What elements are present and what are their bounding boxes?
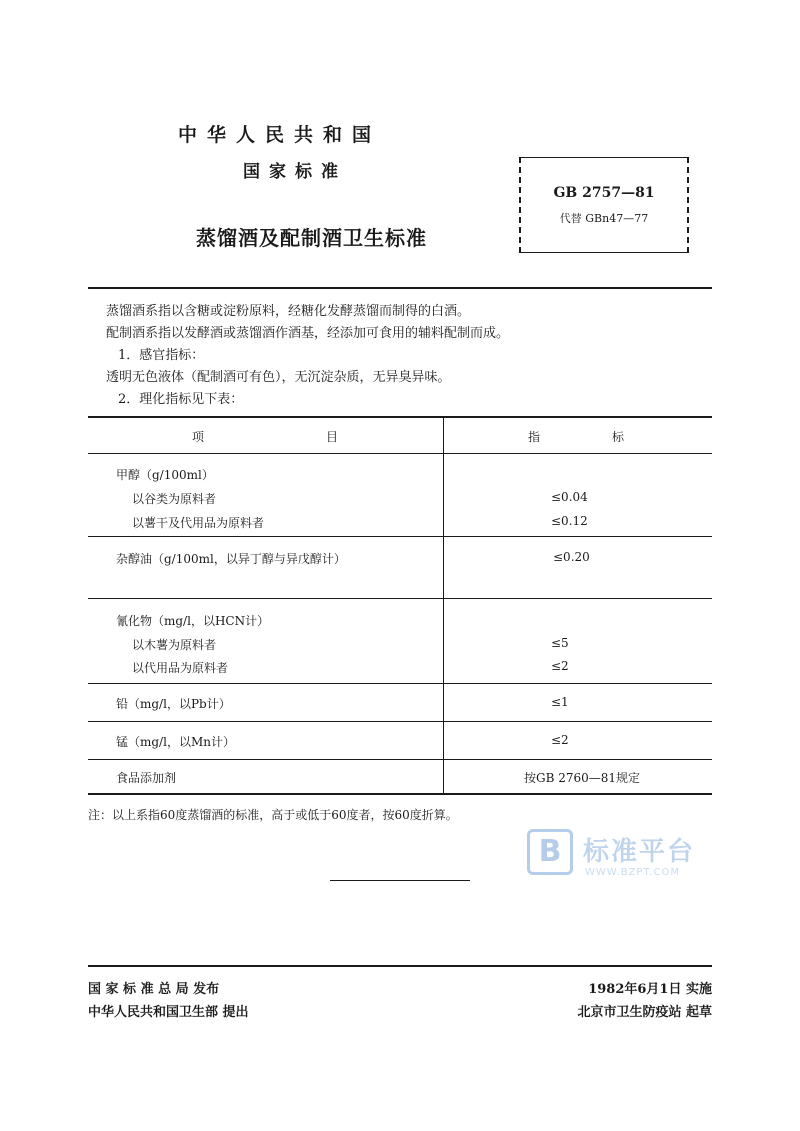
row-methanol-potato-label: 以薯干及代用品为原料者 bbox=[132, 516, 265, 530]
row-cyanide-cassava-value: ≤5 bbox=[551, 636, 569, 650]
row-cyanide-substitute-value: ≤2 bbox=[551, 659, 569, 673]
row-cyanide-label: 氰化物（mg/l，以HCN计） bbox=[116, 614, 270, 628]
row-cyanide-cassava-label: 以木薯为原料者 bbox=[132, 638, 217, 652]
table-row-divider bbox=[88, 683, 712, 684]
section-physicochemical: 2．理化指标见下表： bbox=[118, 392, 244, 407]
watermark-logo-icon: B bbox=[527, 829, 573, 875]
watermark-url: WWW.BZPT.COM bbox=[585, 867, 681, 878]
row-lead-value: ≤1 bbox=[551, 695, 569, 709]
watermark bbox=[527, 829, 722, 885]
table-row-divider bbox=[88, 721, 712, 722]
row-methanol-grain-label: 以谷类为原料者 bbox=[132, 492, 217, 506]
table-column-divider bbox=[443, 416, 444, 794]
standard-type-heading: 国家标准 bbox=[243, 162, 347, 182]
row-fusel-oil-value: ≤0.20 bbox=[553, 550, 590, 564]
row-fusel-oil-label: 杂醇油（g/100ml，以异丁醇与异戊醇计） bbox=[116, 552, 346, 566]
footer-issuer: 国 家 标 准 总 局 发布 bbox=[88, 982, 220, 997]
paragraph-sensory: 透明无色液体（配制酒可有色），无沉淀杂质，无异臭异味。 bbox=[106, 370, 451, 385]
row-methanol-grain-value: ≤0.04 bbox=[551, 490, 588, 504]
document-title: 蒸馏酒及配制酒卫生标准 bbox=[196, 226, 427, 250]
header-value-1: 指 bbox=[528, 430, 541, 444]
paragraph-blended-liquor: 配制酒系指以发酵酒或蒸馏酒作酒基，经添加可食用的辅料配制而成。 bbox=[106, 326, 510, 341]
replaces-code: 代替 GBn47—77 bbox=[559, 212, 649, 225]
row-additive-label: 食品添加剂 bbox=[116, 771, 177, 785]
paragraph-distilled-liquor: 蒸馏酒系指以含糖或淀粉原料，经糖化发酵蒸馏而制得的白酒。 bbox=[106, 304, 471, 319]
header-item-2: 目 bbox=[326, 430, 339, 444]
indicator-table bbox=[88, 416, 712, 794]
row-methanol-potato-value: ≤0.12 bbox=[551, 514, 588, 528]
row-additive-value: 按GB 2760—81规定 bbox=[524, 771, 641, 785]
end-rule bbox=[330, 880, 470, 881]
table-top-border bbox=[88, 416, 712, 418]
header-rule bbox=[88, 287, 712, 289]
watermark-name: 标准平台 bbox=[583, 837, 696, 867]
row-cyanide-substitute-label: 以代用品为原料者 bbox=[132, 661, 229, 675]
section-sensory: 1．感官指标： bbox=[118, 348, 205, 363]
table-bottom-border bbox=[88, 793, 712, 795]
footer-proposer: 中华人民共和国卫生部 提出 bbox=[88, 1005, 249, 1020]
header-item-1: 项 bbox=[192, 430, 205, 444]
table-row-divider bbox=[88, 536, 712, 537]
row-manganese-label: 锰（mg/l，以Mn计） bbox=[116, 735, 235, 749]
footer-rule bbox=[88, 965, 712, 967]
footer-effective-date: 1982年6月1日 实施 bbox=[588, 982, 712, 997]
footer-drafter: 北京市卫生防疫站 起草 bbox=[577, 1005, 712, 1020]
standard-code: GB 2757—81 bbox=[553, 185, 655, 201]
header-value-2: 标 bbox=[612, 430, 625, 444]
table-note: 注：以上系指60度蒸馏酒的标准，高于或低于60度者，按60度折算。 bbox=[88, 808, 458, 822]
country-heading: 中华人民共和国 bbox=[178, 124, 382, 146]
standard-code-box bbox=[519, 157, 689, 253]
row-lead-label: 铅（mg/l，以Pb计） bbox=[116, 697, 231, 711]
row-methanol-label: 甲醇（g/100ml） bbox=[116, 468, 214, 482]
table-header-divider bbox=[88, 453, 712, 454]
table-row-divider bbox=[88, 759, 712, 760]
row-manganese-value: ≤2 bbox=[551, 733, 569, 747]
table-row-divider bbox=[88, 598, 712, 599]
